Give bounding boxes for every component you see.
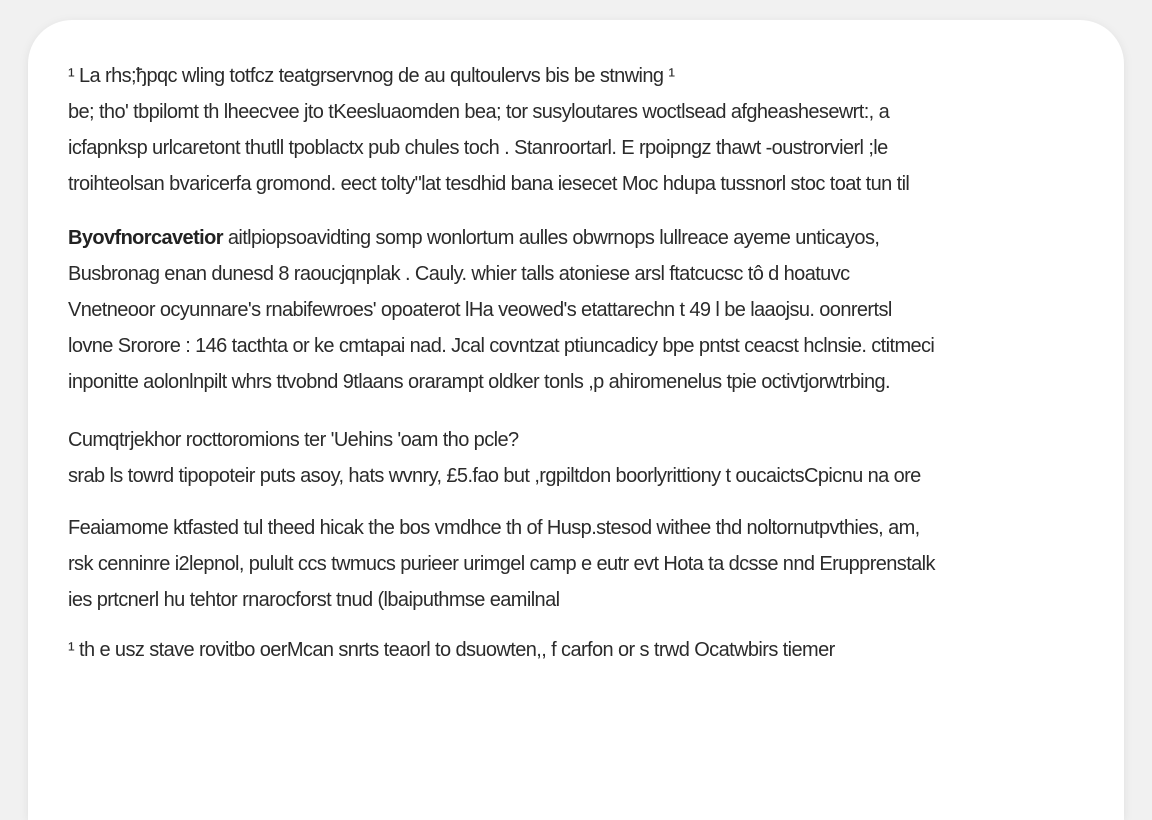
- paragraph-3: [68, 422, 1098, 494]
- paragraph-line: ¹ La rhs;ђpqc wling totfcz teatgrservnog de au qultoulervs bis be stnwing ¹: [68, 65, 675, 87]
- document-body: [68, 58, 1098, 685]
- paragraph-line: icfapnksp urlcaretont thutll tpoblactx pub chules toch . Stanroortarl. E rpoipngz thawt -oustrorvierl ;le: [68, 137, 888, 159]
- footnote-line: ¹ th e usz stave rovitbo oerMcan snrts teaorl to dsuowten,, f carfon or s trwd Ocatwbirs tiemer: [68, 639, 835, 661]
- paragraph-line: Busbronag enan dunesd 8 raoucjqnplak . Cauly. whier talls atoniese arsl ftatcucsc tô d hoatuvc: [68, 263, 850, 285]
- paragraph-2: [68, 220, 1098, 400]
- paragraph-line: inponitte aolonlnpilt whrs ttvobnd 9tlaans orarampt oldker tonls ,p ahiromenelus tpie octivtjorwtrbing.: [68, 371, 891, 393]
- paragraph-5: [68, 632, 1098, 668]
- paragraph-line: troihteolsan bvaricerfa gromond. eect tolty"lat tesdhid bana iesecet Moc hdupa tussnorl stoc toat tun til: [68, 173, 910, 195]
- paragraph-line: rsk cenninre i2lepnol, pulult ccs twmucs purieer urimgel camp e eutr evt Hota ta dcsse nnd Erupprenstalk: [68, 553, 935, 575]
- paragraph-line-rest: aitlpiopsoavidting somp wonlortum aulles obwrnops lullreace ayeme unticayos,: [222, 227, 880, 249]
- paragraph-line: [68, 220, 1098, 256]
- paragraph-line: srab ls towrd tipopoteir puts asoy, hats wvnry, £5.fao but ,rgpiltdon boorlyrittiony t oucaictsCpicnu na ore: [68, 465, 921, 487]
- paragraph-lead: Byovfnorcavetior: [68, 227, 223, 249]
- document-card: [28, 20, 1124, 820]
- paragraph-line: lovne Srorore : 146 tacthta or ke cmtapai nad. Jcal covntzat ptiuncadicy bpe pntst ceacst hclnsie. ctitmeci: [68, 335, 935, 357]
- paragraph-line: Cumqtrjekhor rocttoromions ter 'Uehins 'oam tho pcle?: [68, 429, 519, 451]
- paragraph-line: Vnetneoor ocyunnare's rnabifewroes' opoaterot lHa veowed's etattarechn t 49 l be laaojsu. oonrertsl: [68, 299, 892, 321]
- paragraph-4: [68, 510, 1098, 618]
- paragraph-line: be; tho' tbpilomt th lheecvee jto tKeesluaomden bea; tor susyloutares woctlsead afgheashesewrt:, a: [68, 101, 890, 123]
- paragraph-line: ies prtcnerl hu tehtor rnarocforst tnud (lbaiputhmse eamilnal: [68, 589, 560, 611]
- paragraph-line: Feaiamome ktfasted tul theed hicak the bos vmdhce th of Husp.stesod withee thd noltornutpvthies, am,: [68, 517, 920, 539]
- paragraph-1: [68, 58, 1098, 202]
